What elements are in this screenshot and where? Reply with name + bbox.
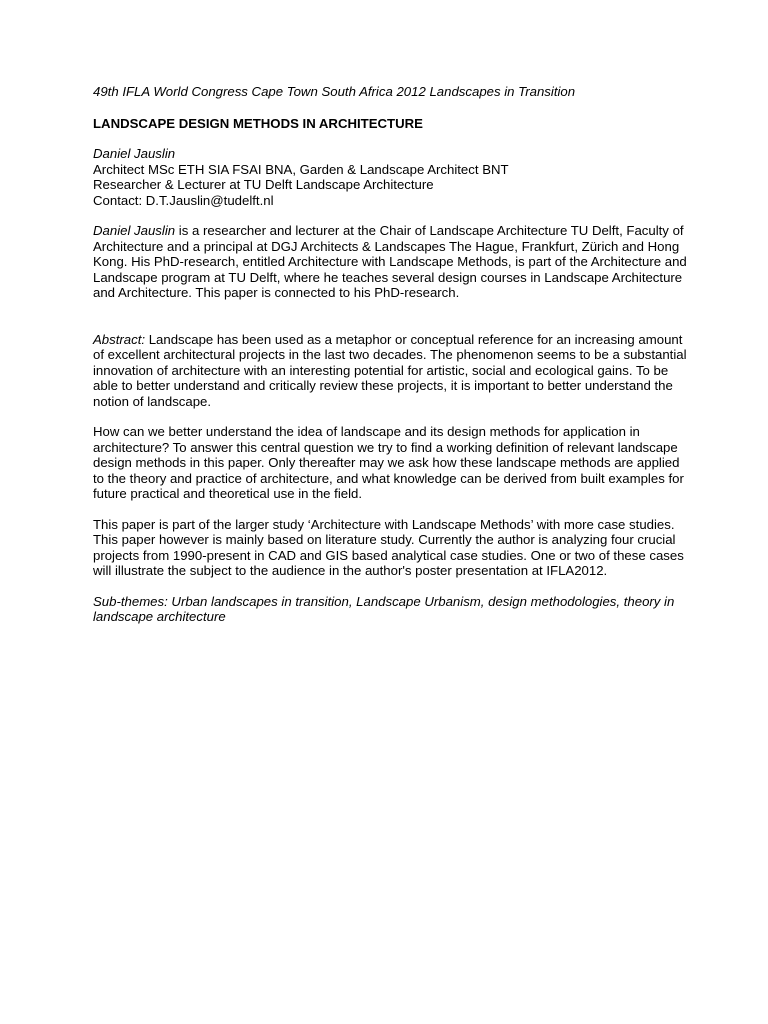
bio-author-name: Daniel Jauslin — [93, 223, 176, 238]
body-paragraph-1: How can we better understand the idea of landscape and its design methods for application in architecture? To answer this central question we try to find a working definition of relevant landscape design methods in this paper. Only thereafter may we ask how these landscape methods are applied to the theory and practice of architecture, and what knowledge can be derived from built examples for future practical and theoretical use in the field. — [93, 424, 684, 501]
body-paragraph-2: This paper is part of the larger study ‘Architecture with Landscape Methods’ with more case studies. This paper however is mainly based on literature study. Currently the author is analyzing four crucial projects from 1990-present in CAD and GIS based analytical case studies. One or two of these cases will illustrate the subject to the audience in the author's poster presentation at IFLA2012. — [93, 516, 684, 578]
abstract-text: Landscape has been used as a metaphor or conceptual reference for an increasing amount of excellent architectural projects in the last two decades. The phenomenon seems to be a substantial innovation of architecture with an interesting potential for artistic, social and ecological gains. To be able to better understand and critically review these projects, it is important to better understand the notion of landscape. — [93, 331, 687, 409]
abstract-paragraph — [93, 332, 693, 410]
author-contact: Contact: D.T.Jauslin@tudelft.nl — [93, 192, 274, 208]
subthemes-paragraph: Sub-themes: Urban landscapes in transition, Landscape Urbanism, design methodologies, theory in landscape architecture — [93, 593, 675, 624]
author-credentials: Architect MSc ETH SIA FSAI BNA, Garden & Landscape Architect BNT — [93, 161, 509, 177]
bio-text: is a researcher and lecturer at the Chair of Landscape Architecture TU Delft, Faculty of Architecture and a principal at DGJ Architects & Landscapes The Hague, Frankfurt, Zürich and Hong Kong. His PhD-research, entitled Architecture with Landscape Methods, is part of the Architecture and Landscape program at TU Delft, where he teaches several design courses in Landscape Architecture and Architecture. This paper is connected to his PhD-research. — [93, 223, 687, 300]
document-page — [93, 84, 693, 625]
author-block — [93, 146, 693, 208]
author-bio — [93, 223, 693, 301]
author-position: Researcher & Lecturer at TU Delft Landscape Architecture — [93, 177, 434, 192]
abstract-label: Abstract: — [93, 331, 146, 347]
conference-header: 49th IFLA World Congress Cape Town South Africa 2012 Landscapes in Transition — [93, 84, 576, 99]
paper-title: LANDSCAPE DESIGN METHODS IN ARCHITECTURE — [93, 115, 423, 131]
author-name: Daniel Jauslin — [93, 146, 176, 161]
